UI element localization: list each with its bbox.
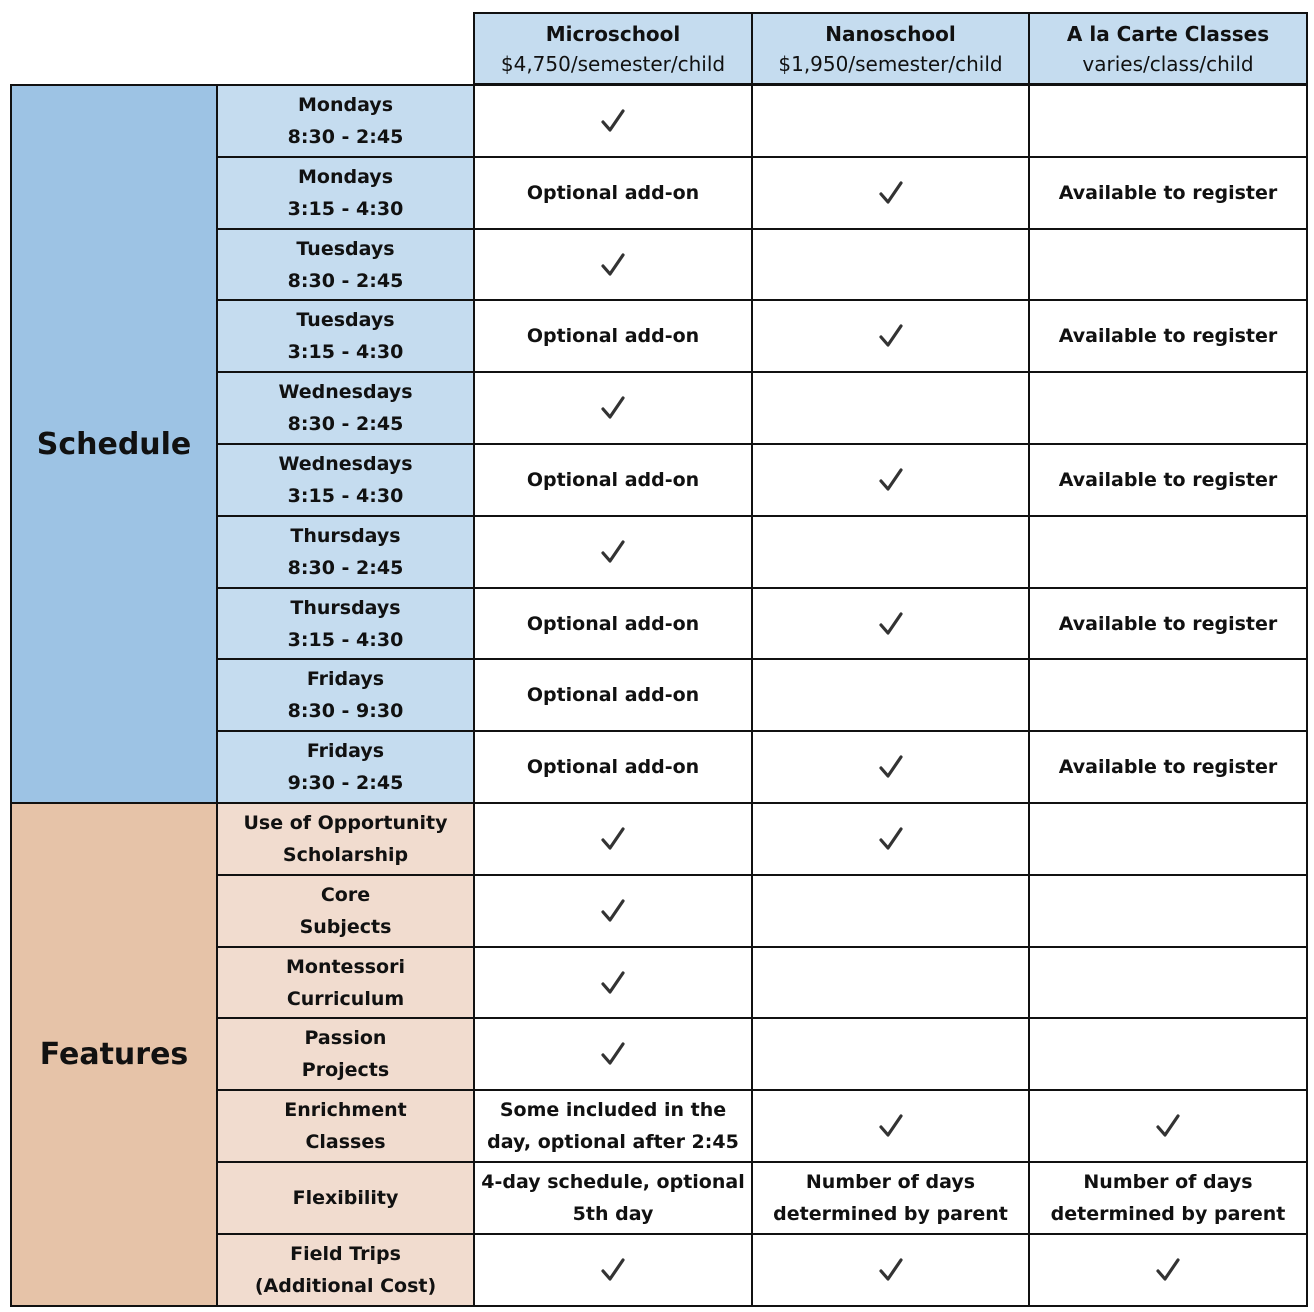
- table-cell: [751, 1089, 1030, 1163]
- cell-text: Available to register: [1058, 469, 1278, 491]
- cell-text: Optional add-on: [526, 469, 700, 491]
- table-cell: [473, 1017, 753, 1091]
- row-label-line: 3:15 - 4:30: [287, 198, 404, 220]
- row-label-line: Mondays: [297, 94, 394, 116]
- table-cell: [1028, 371, 1308, 445]
- table-cell: [473, 1233, 753, 1307]
- table-cell: [751, 802, 1030, 876]
- cell-text: determined by parent: [773, 1203, 1008, 1225]
- table-cell: [1028, 658, 1308, 732]
- column-header-2: [1028, 12, 1308, 85]
- row-label: [216, 874, 475, 948]
- table-cell: [473, 515, 753, 589]
- table-cell: [751, 658, 1030, 732]
- checkmark-icon: [878, 754, 904, 780]
- table-cell: [1028, 1233, 1308, 1307]
- table-cell: [751, 443, 1030, 517]
- row-label-line: Wednesdays: [278, 381, 413, 403]
- row-label-line: Classes: [305, 1131, 386, 1153]
- checkmark-icon: [600, 108, 626, 134]
- checkmark-icon: [600, 395, 626, 421]
- row-label: [216, 658, 475, 732]
- table-cell: [751, 1233, 1030, 1307]
- checkmark-icon: [600, 252, 626, 278]
- row-label-line: 3:15 - 4:30: [287, 485, 404, 507]
- row-label: [216, 228, 475, 301]
- row-label: [216, 1017, 475, 1091]
- row-label-line: Tuesdays: [296, 309, 395, 331]
- cell-text: 5th day: [572, 1203, 654, 1225]
- checkmark-icon: [600, 970, 626, 996]
- checkmark-icon: [878, 826, 904, 852]
- cell-text: Optional add-on: [526, 325, 700, 347]
- table-cell: [1028, 1089, 1308, 1163]
- cell-text: Some included in the: [499, 1099, 727, 1121]
- cell-text: Optional add-on: [526, 756, 700, 778]
- checkmark-icon: [600, 1257, 626, 1283]
- column-header-0: [473, 12, 753, 85]
- checkmark-icon: [600, 826, 626, 852]
- section-features: [10, 802, 218, 1307]
- row-label: [216, 1089, 475, 1163]
- checkmark-icon: [600, 539, 626, 565]
- cell-text: Optional add-on: [526, 182, 700, 204]
- table-cell: [473, 874, 753, 948]
- table-cell: [1028, 946, 1308, 1019]
- table-cell: [751, 587, 1030, 660]
- table-cell: [1028, 299, 1308, 373]
- table-cell: [751, 515, 1030, 589]
- column-header-1: [751, 12, 1030, 85]
- table-cell: [473, 228, 753, 301]
- table-cell: [1028, 228, 1308, 301]
- row-label-line: 8:30 - 2:45: [287, 557, 404, 579]
- cell-text: 4-day schedule, optional: [481, 1171, 745, 1193]
- table-cell: [751, 1017, 1030, 1091]
- row-label-line: Montessori: [285, 955, 405, 978]
- column-title: A la Carte Classes: [1066, 21, 1270, 46]
- table-cell: [473, 587, 753, 660]
- row-label-line: Projects: [301, 1059, 390, 1081]
- column-price: $4,750/semester/child: [500, 51, 726, 76]
- table-cell: [1028, 874, 1308, 948]
- table-cell: [1028, 802, 1308, 876]
- table-cell: [473, 371, 753, 445]
- checkmark-icon: [600, 898, 626, 924]
- table-cell: [473, 299, 753, 373]
- table-cell: [1028, 84, 1308, 158]
- row-label: [216, 371, 475, 445]
- row-label-line: 3:15 - 4:30: [287, 341, 404, 363]
- row-label: [216, 443, 475, 517]
- checkmark-icon: [1155, 1257, 1181, 1283]
- row-label-line: Fridays: [306, 740, 385, 762]
- table-cell: [473, 802, 753, 876]
- column-price: $1,950/semester/child: [778, 51, 1003, 76]
- row-label: [216, 730, 475, 804]
- row-label: [216, 299, 475, 373]
- table-cell: [1028, 1017, 1308, 1091]
- row-label-line: 8:30 - 2:45: [287, 413, 404, 435]
- row-label-line: 8:30 - 2:45: [287, 269, 404, 292]
- row-label-line: Curriculum: [286, 987, 405, 1010]
- table-cell: [751, 1161, 1030, 1235]
- row-label-line: 8:30 - 2:45: [287, 126, 404, 148]
- column-title: Microschool: [545, 21, 681, 46]
- row-label-line: 8:30 - 9:30: [287, 700, 404, 722]
- table-cell: [1028, 443, 1308, 517]
- row-label-line: Field Trips: [290, 1243, 401, 1265]
- cell-text: Number of days: [805, 1171, 976, 1193]
- row-label: [216, 802, 475, 876]
- table-cell: [1028, 515, 1308, 589]
- cell-text: Available to register: [1058, 182, 1278, 204]
- table-cell: [473, 84, 753, 158]
- row-label-line: Mondays: [297, 166, 394, 188]
- table-cell: [1028, 1161, 1308, 1235]
- table-cell: [751, 156, 1030, 230]
- cell-text: day, optional after 2:45: [487, 1131, 739, 1153]
- table-cell: [1028, 156, 1308, 230]
- row-label-line: Wednesdays: [278, 453, 413, 475]
- row-label-line: Scholarship: [282, 844, 409, 866]
- cell-text: Optional add-on: [526, 612, 700, 635]
- row-label-line: Thursdays: [290, 525, 401, 547]
- section-schedule: [10, 84, 218, 804]
- cell-text: Available to register: [1058, 756, 1278, 778]
- row-label: [216, 946, 475, 1019]
- row-label: [216, 1161, 475, 1235]
- table-cell: [473, 1089, 753, 1163]
- row-label: [216, 1233, 475, 1307]
- table-cell: [751, 371, 1030, 445]
- row-label-line: Passion: [304, 1027, 387, 1049]
- row-label-line: (Additional Cost): [254, 1275, 437, 1297]
- checkmark-icon: [878, 467, 904, 493]
- table-cell: [751, 946, 1030, 1019]
- table-cell: [473, 1161, 753, 1235]
- table-cell: [473, 946, 753, 1019]
- table-cell: [473, 443, 753, 517]
- table-cell: [751, 228, 1030, 301]
- row-label: [216, 84, 475, 158]
- checkmark-icon: [600, 1041, 626, 1067]
- cell-text: Available to register: [1058, 325, 1278, 347]
- row-label-line: Tuesdays: [296, 237, 395, 260]
- table-cell: [1028, 730, 1308, 804]
- row-label-line: Enrichment: [284, 1099, 407, 1121]
- row-label-line: Subjects: [299, 916, 392, 938]
- table-cell: [473, 156, 753, 230]
- cell-text: Available to register: [1058, 612, 1278, 635]
- row-label-line: Thursdays: [290, 596, 401, 619]
- row-label-line: Use of Opportunity: [243, 812, 448, 834]
- section-label: Schedule: [36, 426, 192, 462]
- table-cell: [473, 658, 753, 732]
- checkmark-icon: [878, 1113, 904, 1139]
- row-label: [216, 156, 475, 230]
- table-cell: [1028, 587, 1308, 660]
- row-label: [216, 587, 475, 660]
- checkmark-icon: [878, 323, 904, 349]
- checkmark-icon: [878, 1257, 904, 1283]
- table-cell: [473, 730, 753, 804]
- table-cell: [751, 730, 1030, 804]
- cell-text: Number of days: [1083, 1171, 1253, 1193]
- cell-text: determined by parent: [1050, 1203, 1286, 1225]
- section-label: Features: [39, 1036, 189, 1072]
- row-label-line: 3:15 - 4:30: [287, 628, 404, 651]
- checkmark-icon: [878, 180, 904, 206]
- column-price: varies/class/child: [1082, 51, 1254, 76]
- checkmark-icon: [1155, 1113, 1181, 1139]
- row-label-line: Core: [320, 884, 371, 906]
- checkmark-icon: [878, 611, 904, 637]
- table-cell: [751, 84, 1030, 158]
- row-label: [216, 515, 475, 589]
- table-cell: [751, 874, 1030, 948]
- cell-text: Optional add-on: [526, 684, 700, 706]
- row-label-line: Fridays: [306, 668, 385, 690]
- row-label-line: Flexibility: [292, 1187, 399, 1209]
- table-cell: [751, 299, 1030, 373]
- column-title: Nanoschool: [825, 21, 956, 46]
- row-label-line: 9:30 - 2:45: [287, 772, 404, 794]
